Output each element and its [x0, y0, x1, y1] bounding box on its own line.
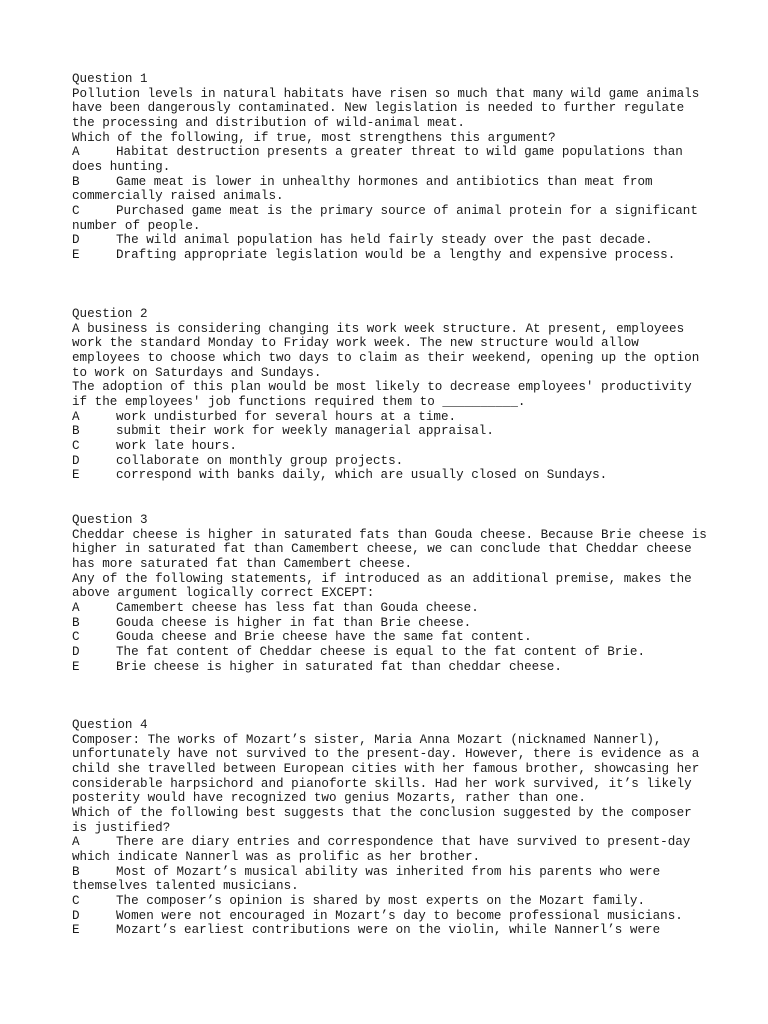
- option-letter: E: [72, 468, 80, 483]
- question-2: [72, 307, 712, 483]
- question-passage: Pollution levels in natural habitats have risen so much that many wild game animals have been dangerously contaminated. New legislation is needed to further regulate the processing and distribution of wild-animal meat.: [72, 86, 700, 130]
- answer-option-b: [72, 865, 712, 894]
- answer-option-b: [72, 175, 712, 204]
- option-letter: C: [72, 438, 80, 453]
- answer-option-e: [72, 248, 712, 263]
- option-letter: E: [72, 247, 80, 262]
- option-letter: B: [72, 174, 80, 189]
- option-letter: D: [72, 908, 80, 923]
- answer-option-e: [72, 923, 712, 938]
- question-title: Question 4: [72, 718, 148, 732]
- question-1: [72, 72, 712, 263]
- option-text: work undisturbed for several hours at a time.: [116, 409, 457, 424]
- option-letter: B: [72, 615, 80, 630]
- answer-option-d: [72, 645, 712, 660]
- question-stem: Any of the following statements, if introduced as an additional premise, makes the above argument logically correct EXCEPT:: [72, 571, 692, 601]
- question-passage: Composer: The works of Mozart’s sister, Maria Anna Mozart (nicknamed Nannerl), unfortunately have not survived to the present-day. However, there is evidence as a child she travelled between European cities with her famous brother, showcasing her considerable harpsichord and pianoforte skills. Had her work survived, it’s likely posterity would have recognized two genius Mozarts, rather than one.: [72, 732, 700, 806]
- option-text: Gouda cheese and Brie cheese have the same fat content.: [116, 630, 532, 645]
- option-text: Mozart’s earliest contributions were on the violin, while Nannerl’s were: [116, 923, 661, 938]
- answer-option-c: [72, 439, 712, 454]
- option-text: Game meat is lower in unhealthy hormones and antibiotics than meat from commercially raised animals.: [72, 174, 653, 204]
- option-letter: C: [72, 630, 80, 645]
- answer-option-e: [72, 660, 712, 675]
- answer-option-a: [72, 835, 712, 864]
- answer-option-c: [72, 894, 712, 909]
- option-letter: A: [72, 600, 80, 615]
- answer-option-a: [72, 601, 712, 616]
- option-letter: D: [72, 644, 80, 659]
- answer-option-d: [72, 909, 712, 924]
- option-text: collaborate on monthly group projects.: [116, 453, 404, 468]
- option-text: The wild animal population has held fairly steady over the past decade.: [116, 233, 653, 248]
- option-letter: C: [72, 203, 80, 218]
- option-letter: A: [72, 835, 80, 850]
- question-passage: Cheddar cheese is higher in saturated fats than Gouda cheese. Because Brie cheese is higher in saturated fat than Camembert cheese, we can conclude that Cheddar cheese has more saturated fat than Camembert cheese.: [72, 527, 707, 571]
- answer-option-d: [72, 233, 712, 248]
- option-text: Camembert cheese has less fat than Gouda cheese.: [116, 600, 479, 615]
- option-text: Most of Mozart’s musical ability was inherited from his parents who were themselves talented musicians.: [72, 864, 661, 894]
- question-title: Question 1: [72, 72, 148, 86]
- question-stem: Which of the following, if true, most strengthens this argument?: [72, 130, 556, 145]
- answer-option-c: [72, 630, 712, 645]
- option-text: submit their work for weekly managerial appraisal.: [116, 424, 494, 439]
- answer-option-e: [72, 468, 712, 483]
- option-letter: B: [72, 424, 80, 439]
- option-text: The fat content of Cheddar cheese is equal to the fat content of Brie.: [116, 644, 646, 659]
- option-text: The composer’s opinion is shared by most experts on the Mozart family.: [116, 893, 646, 908]
- answer-option-a: [72, 145, 712, 174]
- option-text: Drafting appropriate legislation would be a lengthy and expensive process.: [116, 247, 676, 262]
- question-passage: A business is considering changing its work week structure. At present, employees work the standard Monday to Friday work week. The new structure would allow employees to choose which two days to claim as their weekend, opening up the option to work on Saturdays and Sundays.: [72, 321, 700, 380]
- answer-option-b: [72, 424, 712, 439]
- question-stem: The adoption of this plan would be most likely to decrease employees' productivity if the employees' job functions required them to __________.: [72, 380, 692, 409]
- question-stem: Which of the following best suggests that the conclusion suggested by the composer is justified?: [72, 805, 692, 835]
- option-letter: E: [72, 659, 80, 674]
- option-letter: B: [72, 864, 80, 879]
- question-4: [72, 718, 712, 938]
- option-text: Habitat destruction presents a greater threat to wild game populations than does hunting.: [72, 145, 683, 174]
- option-text: Brie cheese is higher in saturated fat than cheddar cheese.: [116, 659, 562, 674]
- answer-option-a: [72, 410, 712, 425]
- option-text: Gouda cheese is higher in fat than Brie cheese.: [116, 615, 472, 630]
- option-letter: D: [72, 233, 80, 248]
- answer-option-d: [72, 454, 712, 469]
- option-text: correspond with banks daily, which are usually closed on Sundays.: [116, 468, 608, 483]
- answer-option-c: [72, 204, 712, 233]
- option-letter: D: [72, 453, 80, 468]
- answer-option-b: [72, 616, 712, 631]
- question-title: Question 2: [72, 307, 148, 321]
- option-text: work late hours.: [116, 438, 237, 453]
- question-3: [72, 513, 712, 674]
- option-text: There are diary entries and correspondence that have survived to present-day which indicate Nannerl was as prolific as her brother.: [72, 835, 691, 864]
- option-letter: A: [72, 145, 80, 160]
- option-letter: C: [72, 893, 80, 908]
- option-text: Purchased game meat is the primary source of animal protein for a significant number of people.: [72, 203, 698, 233]
- option-letter: E: [72, 923, 80, 938]
- option-letter: A: [72, 409, 80, 424]
- question-title: Question 3: [72, 513, 148, 527]
- option-text: Women were not encouraged in Mozart’s day to become professional musicians.: [116, 908, 683, 923]
